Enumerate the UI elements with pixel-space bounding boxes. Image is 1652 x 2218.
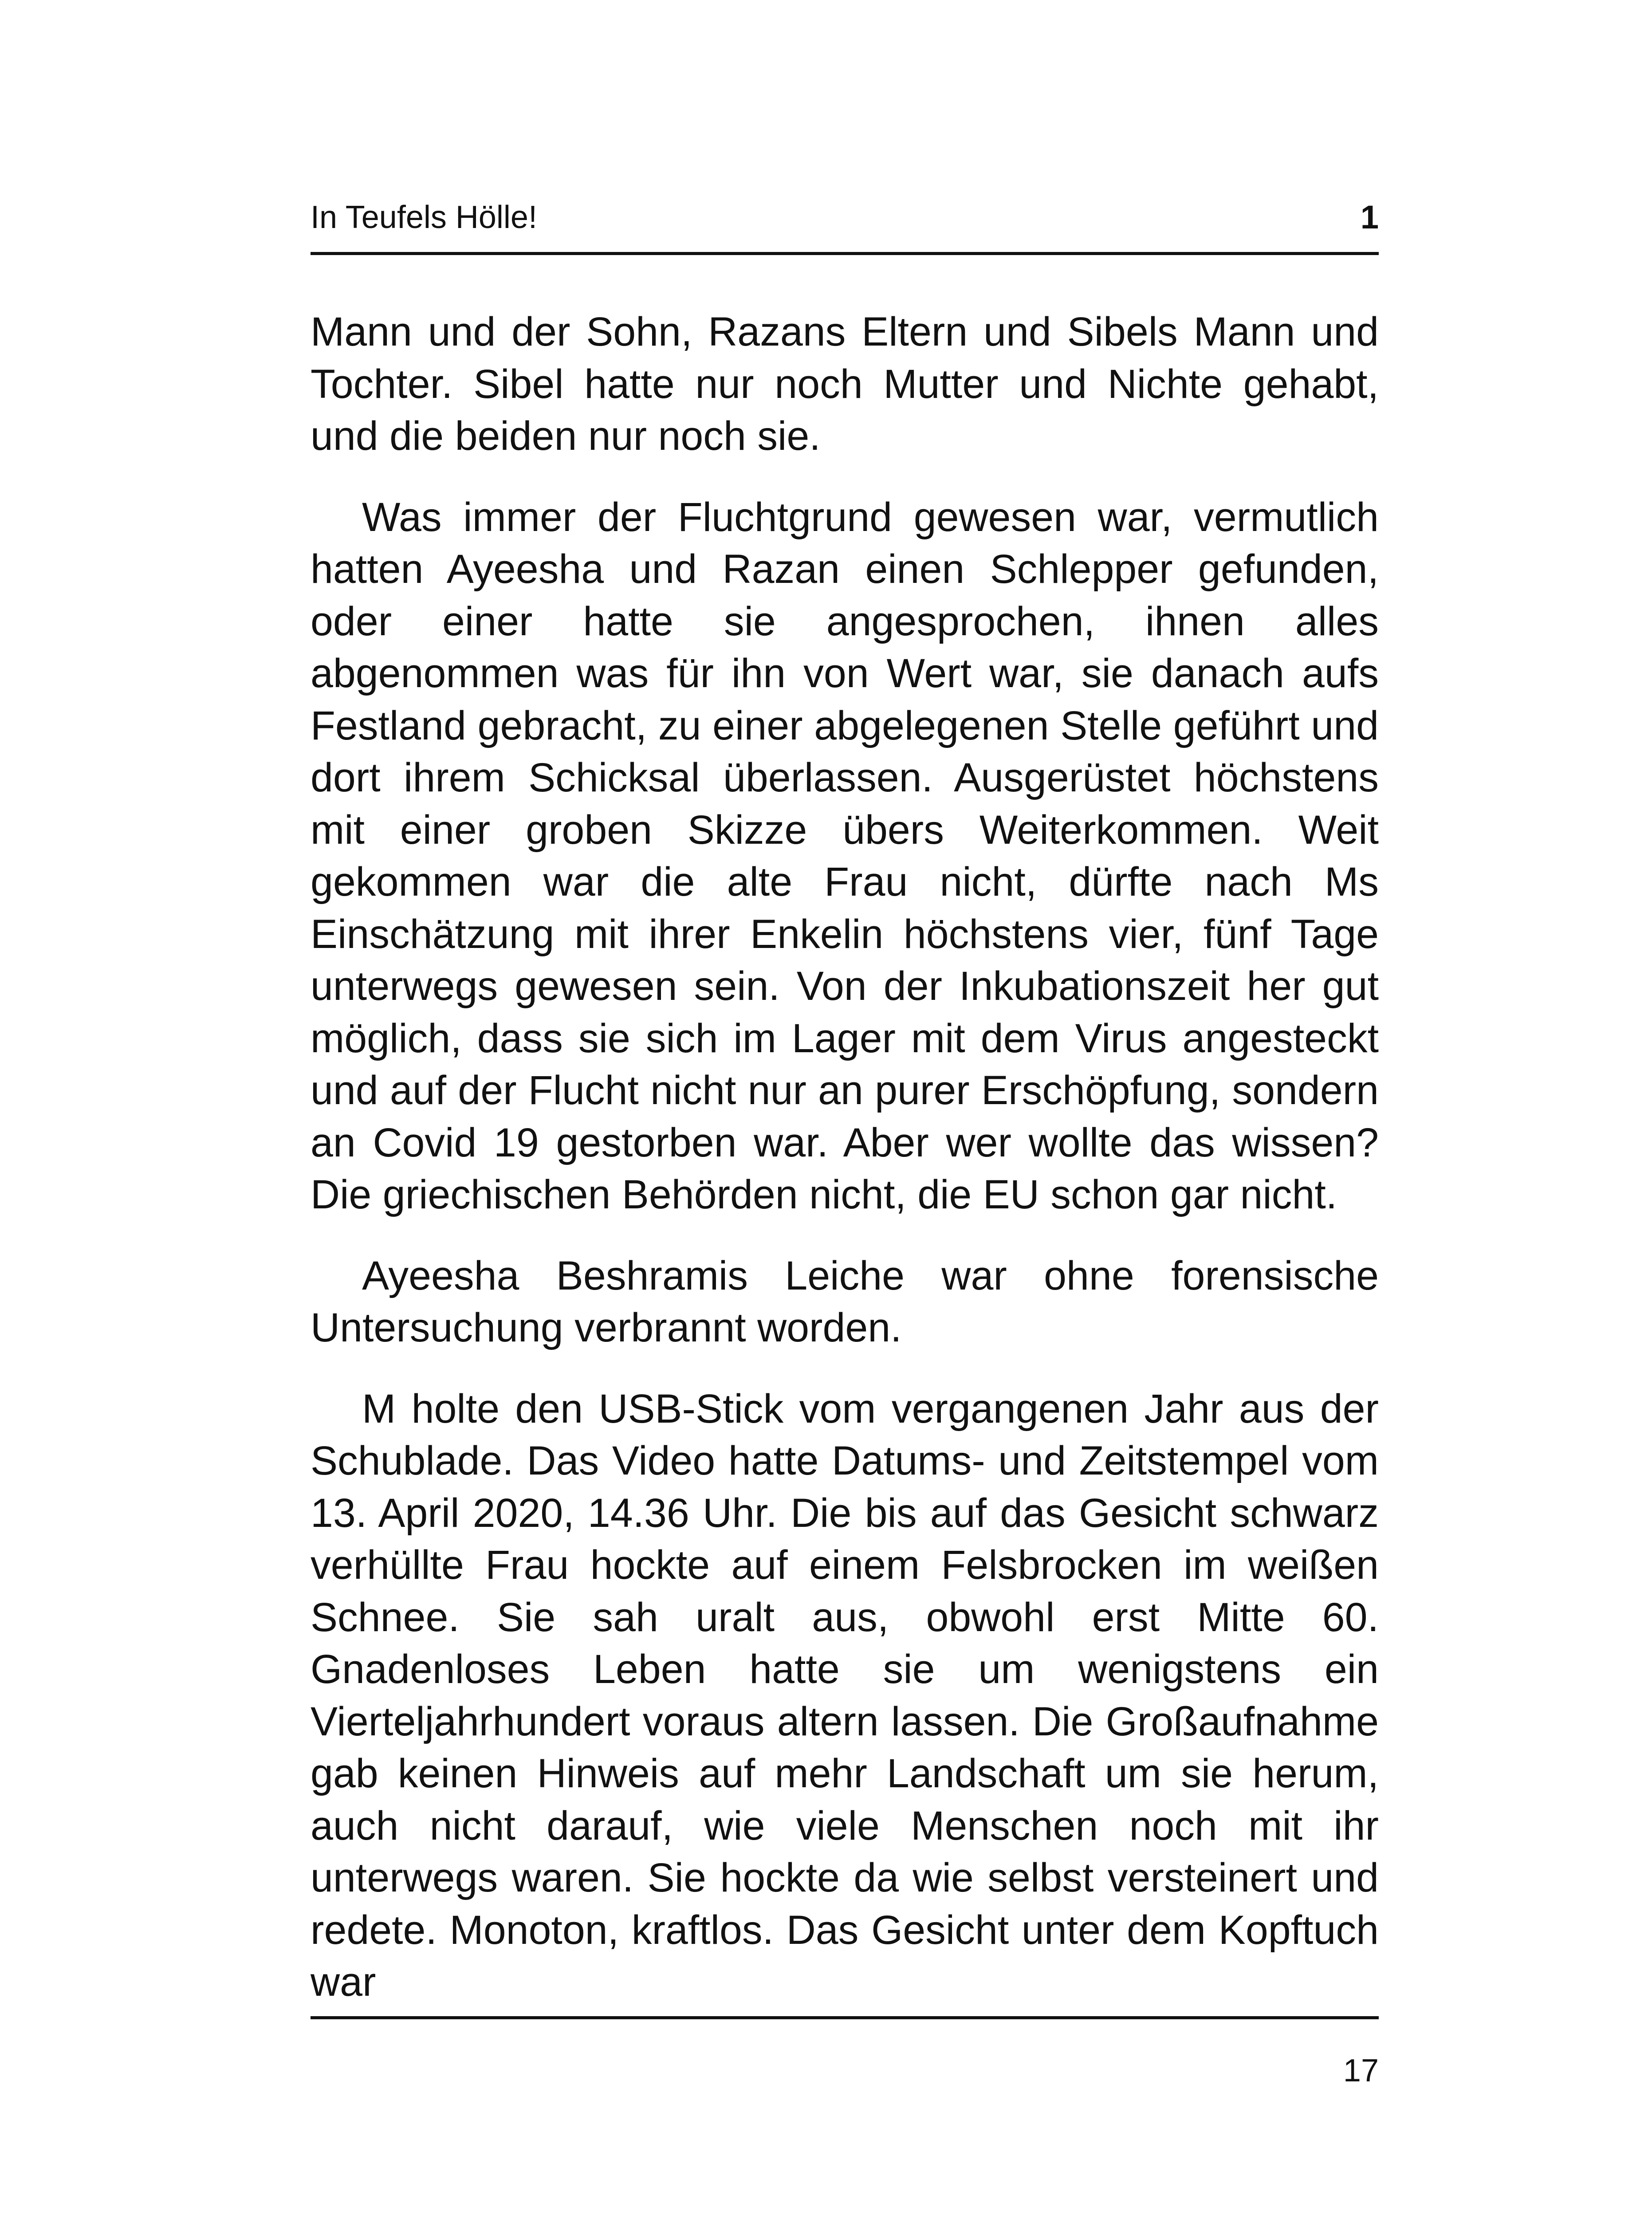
running-header [311,195,1379,240]
running-header-title: In Teufels Hölle! [311,200,537,235]
page-number: 17 [1343,2053,1379,2088]
body-text [311,306,1379,2037]
footer-divider [311,2016,1379,2019]
chapter-number: 1 [1360,199,1379,236]
header-divider [311,252,1379,255]
paragraph: Mann und der Sohn, Razans Eltern und Sibels Mann und Tochter. Sibel hatte nur noch Mutter und Nichte gehabt, und die beiden nur noch sie. [311,309,1379,459]
paragraph: Was immer der Fluchtgrund gewesen war, vermutlich hatten Ayeesha und Razan einen Schlepper gefunden, oder einer hatte sie angesprochen, ihnen alles abgenommen was für ihn von Wert war, sie danach aufs Festland gebracht, zu einer abgelegenen Stelle geführt und dort ihrem Schicksal überlassen. Ausgerüstet höchstens mit einer groben Skizze übers Weiterkommen. Weit gekommen war die alte Frau nicht, dürfte nach Ms Einschätzung mit ihrer Enkelin höchstens vier, fünf Tage unterwegs gewesen sein. Von der Inkubationszeit her gut möglich, dass sie sich im Lager mit dem Virus angesteckt und auf der Flucht nicht nur an purer Erschöpfung, sondern an Covid 19 gestorben war. Aber wer wollte das wissen? Die griechischen Behörden nicht, die EU schon gar nicht. [311,494,1379,1217]
paragraph: Ayeesha Beshramis Leiche war ohne forensische Untersuchung verbrannt worden. [311,1253,1379,1350]
paragraph: M holte den USB-Stick vom vergangenen Jahr aus der Schublade. Das Video hatte Datums- und Zeitstempel vom 13. April 2020, 14.36 Uhr. Die bis auf das Gesicht schwarz verhüllte Frau hockte auf einem Felsbrocken im weißen Schnee. Sie sah uralt aus, obwohl erst Mitte 60. Gnadenloses Leben hatte sie um wenigstens ein Vierteljahrhundert voraus altern lassen. Die Großaufnahme gab keinen Hinweis auf mehr Landschaft um sie herum, auch nicht darauf, wie viele Menschen noch mit ihr unterwegs waren. Sie hockte da wie selbst versteinert und redete. Monoton, kraftlos. Das Gesicht unter dem Kopftuch war [311,1386,1379,2005]
